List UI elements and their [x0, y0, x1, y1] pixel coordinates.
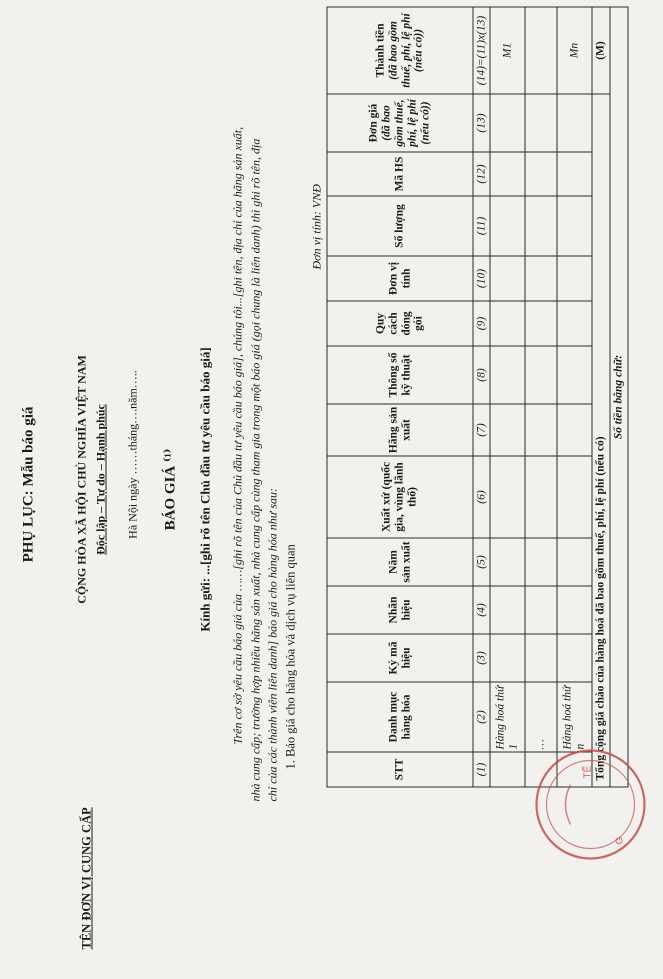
header-unit-price	[327, 94, 473, 152]
cell	[557, 346, 592, 404]
cell	[557, 538, 592, 586]
header-quantity: Số lượng	[327, 196, 473, 256]
motto-text: Độc lập – Tự do – Hạnh phúc	[93, 403, 107, 555]
header-manufacturer: Hãng sản xuất	[327, 404, 473, 456]
col-num: (10)	[473, 256, 490, 301]
header-item-list: Danh mục hàng hóa	[327, 682, 473, 752]
cell	[557, 586, 592, 634]
table-row	[557, 7, 592, 787]
cell	[557, 94, 592, 152]
col-num: (8)	[473, 346, 490, 404]
intro-line-1: Trên cơ sở yêu cầu báo giá của ……[ghi rõ tên của Chủ đầu tư yêu cầu báo giá], chúng tôi...[ghi tên, địa chỉ của hãng sản xuất,	[230, 126, 244, 744]
amount-in-words-label: Số tiền bằng chữ:	[610, 7, 628, 787]
header-packaging: Quy cách đóng gói	[327, 301, 473, 346]
cell	[525, 346, 557, 404]
table-row	[525, 7, 557, 787]
svg-text:G: G	[614, 836, 625, 844]
unit-price-note: (đã bao gồm thuế, phí, lệ phí (nếu có))	[380, 98, 431, 147]
red-seal-stamp	[530, 744, 650, 864]
col-num: (6)	[473, 456, 490, 538]
cell	[490, 634, 525, 682]
cell	[525, 256, 557, 301]
cell	[557, 152, 592, 196]
column-number-row	[473, 7, 490, 787]
col-num: (5)	[473, 538, 490, 586]
item-name-cell: Hàng hoá thứ n	[557, 682, 592, 752]
item-name-cell: Hàng hoá thứ 1	[490, 682, 525, 752]
cell	[490, 196, 525, 256]
amount-cell: Mn	[557, 7, 592, 94]
cell	[525, 152, 557, 196]
amount-cell: M1	[490, 7, 525, 94]
cell	[557, 404, 592, 456]
national-motto	[93, 329, 108, 629]
amount-in-words-row	[610, 7, 628, 787]
cell	[525, 404, 557, 456]
cell	[525, 538, 557, 586]
cell	[525, 456, 557, 538]
cell	[490, 152, 525, 196]
currency-unit-note: Đơn vị tính: VNĐ	[309, 183, 323, 269]
table-header-row	[327, 7, 473, 787]
header-amount	[327, 7, 473, 94]
total-value: (M)	[592, 7, 610, 94]
header-specs: Thông số kỹ thuật	[327, 346, 473, 404]
header-model-code: Ký mã hiệu	[327, 634, 473, 682]
cell	[557, 301, 592, 346]
unit-price-label: Đơn giá	[367, 103, 380, 142]
col-num: (11)	[473, 196, 490, 256]
document-title: BÁO GIÁ ⁽¹⁾	[162, 448, 178, 530]
appendix-title: PHỤ LỤC: Mẫu báo giá	[20, 406, 36, 562]
col-num: (1)	[473, 752, 490, 787]
cell	[490, 94, 525, 152]
header-hs-code: Mã HS	[327, 152, 473, 196]
quotation-table	[326, 6, 628, 787]
cell	[525, 586, 557, 634]
col-num: (9)	[473, 301, 490, 346]
cell	[490, 256, 525, 301]
cell	[490, 346, 525, 404]
cell	[490, 586, 525, 634]
col-num: (7)	[473, 404, 490, 456]
header-stt: STT	[327, 752, 473, 787]
cell	[490, 538, 525, 586]
national-title: CỘNG HÒA XÃ HỘI CHỦ NGHĨA VIỆT NAM	[74, 354, 88, 604]
header-year: Năm sản xuất	[327, 538, 473, 586]
item-name-cell: …	[525, 682, 557, 752]
header-brand: Nhãn hiệu	[327, 586, 473, 634]
cell	[490, 456, 525, 538]
amount-label: Thành tiền	[373, 23, 386, 78]
col-num: (14)=(11)x(13)	[473, 7, 490, 94]
col-num: (2)	[473, 682, 490, 752]
cell	[490, 301, 525, 346]
section-heading: 1. Báo giá cho hàng hóa và dịch vụ liên quan	[283, 543, 297, 769]
svg-text:TẾ: TẾ	[582, 765, 593, 778]
col-num: (12)	[473, 152, 490, 196]
cell	[525, 301, 557, 346]
place-and-date: Hà Nội ngày ……tháng….năm…..	[125, 369, 139, 539]
header-unit: Đơn vị tính	[327, 256, 473, 301]
cell	[557, 256, 592, 301]
intro-line-3: chỉ của các thành viên liên danh] báo giá cho hàng hóa như sau:	[265, 487, 279, 801]
amount-cell	[525, 7, 557, 94]
cell	[490, 752, 525, 787]
total-label: Tổng cộng giá chào của hàng hoá đã bao gồm thuế, phí, lệ phí (nếu có)	[592, 94, 610, 787]
col-num: (13)	[473, 94, 490, 152]
header-origin: Xuất xứ (quốc gia, vùng lãnh thổ)	[327, 456, 473, 538]
intro-line-2: nhà cung cấp; trường hợp nhiều hãng sản xuất, nhà cung cấp cùng tham gia trong một báo giá (gọi chung là liên danh) thì ghi rõ tên, địa	[248, 138, 262, 801]
cell	[525, 94, 557, 152]
col-num: (3)	[473, 634, 490, 682]
cell	[490, 404, 525, 456]
amount-note: (đã bao gồm thuế, phí, lệ phí (nếu có))	[386, 12, 425, 88]
col-num: (4)	[473, 586, 490, 634]
supplier-name-heading: TÊN ĐƠN VỊ CUNG CẤP	[79, 806, 93, 949]
cell	[557, 196, 592, 256]
cell	[557, 634, 592, 682]
recipient-line: Kính gửi: ...[ghi rõ tên Chủ đầu tư yêu cầu báo giá]	[197, 346, 212, 632]
table-row	[490, 7, 525, 787]
cell	[525, 634, 557, 682]
cell	[557, 456, 592, 538]
cell	[525, 196, 557, 256]
total-row	[592, 7, 610, 787]
